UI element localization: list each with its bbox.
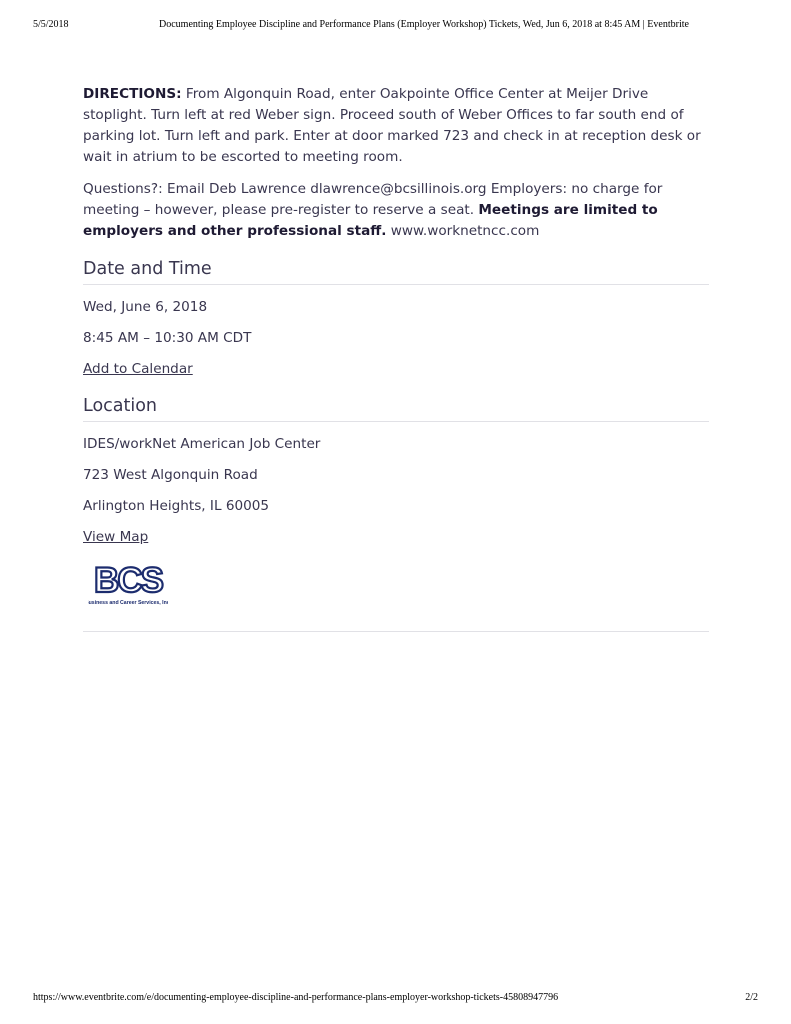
directions-label: DIRECTIONS: xyxy=(83,86,182,102)
bcs-logo xyxy=(88,559,168,609)
svg-text:BCS: BCS xyxy=(94,561,162,600)
print-footer xyxy=(33,992,758,1006)
venue-name: IDES/workNet American Job Center xyxy=(83,436,321,452)
questions-text: Questions?: Email Deb Lawrence dlawrence@bcsillinois.org Employers: no charge for meeting – however, please pre-register to reserve a seat. xyxy=(83,181,663,218)
print-date: 5/5/2018 xyxy=(33,19,69,30)
section-divider xyxy=(83,631,709,632)
bcs-logo-graphic xyxy=(88,559,168,609)
event-date: Wed, June 6, 2018 xyxy=(83,299,208,315)
location-heading: Location xyxy=(83,396,709,422)
directions-paragraph xyxy=(83,84,709,168)
print-header xyxy=(33,19,758,33)
print-url: https://www.eventbrite.com/e/documenting-employee-discipline-and-performance-plans-employer-workshop-tickets-45808947796 xyxy=(33,992,559,1003)
directions-text: From Algonquin Road, enter Oakpointe Office Center at Meijer Drive stoplight. Turn left at red Weber sign. Proceed south of Weber Offices to far south end of parking lot. Turn left and park. Enter at door marked 723 and check in at reception desk or wait in atrium to be escorted to meeting room. xyxy=(83,86,701,165)
view-map-link[interactable]: View Map xyxy=(83,529,149,545)
print-title: Documenting Employee Discipline and Performance Plans (Employer Workshop) Tickets, Wed, Jun 6, 2018 at 8:45 AM | Eventbrite xyxy=(159,19,689,30)
questions-paragraph xyxy=(83,179,709,242)
questions-bold: Meetings are limited to employers and other professional staff. xyxy=(83,202,658,239)
event-details xyxy=(83,84,709,632)
venue-city: Arlington Heights, IL 60005 xyxy=(83,498,270,514)
date-time-heading: Date and Time xyxy=(83,259,709,285)
page-number: 2/2 xyxy=(745,992,758,1003)
svg-text:Business and Career Services,: Business and Career Services, Inc. xyxy=(88,600,168,606)
event-time: 8:45 AM – 10:30 AM CDT xyxy=(83,330,252,346)
add-to-calendar-link[interactable]: Add to Calendar xyxy=(83,361,193,377)
venue-street: 723 West Algonquin Road xyxy=(83,467,258,483)
questions-tail: www.worknetncc.com xyxy=(386,223,540,239)
